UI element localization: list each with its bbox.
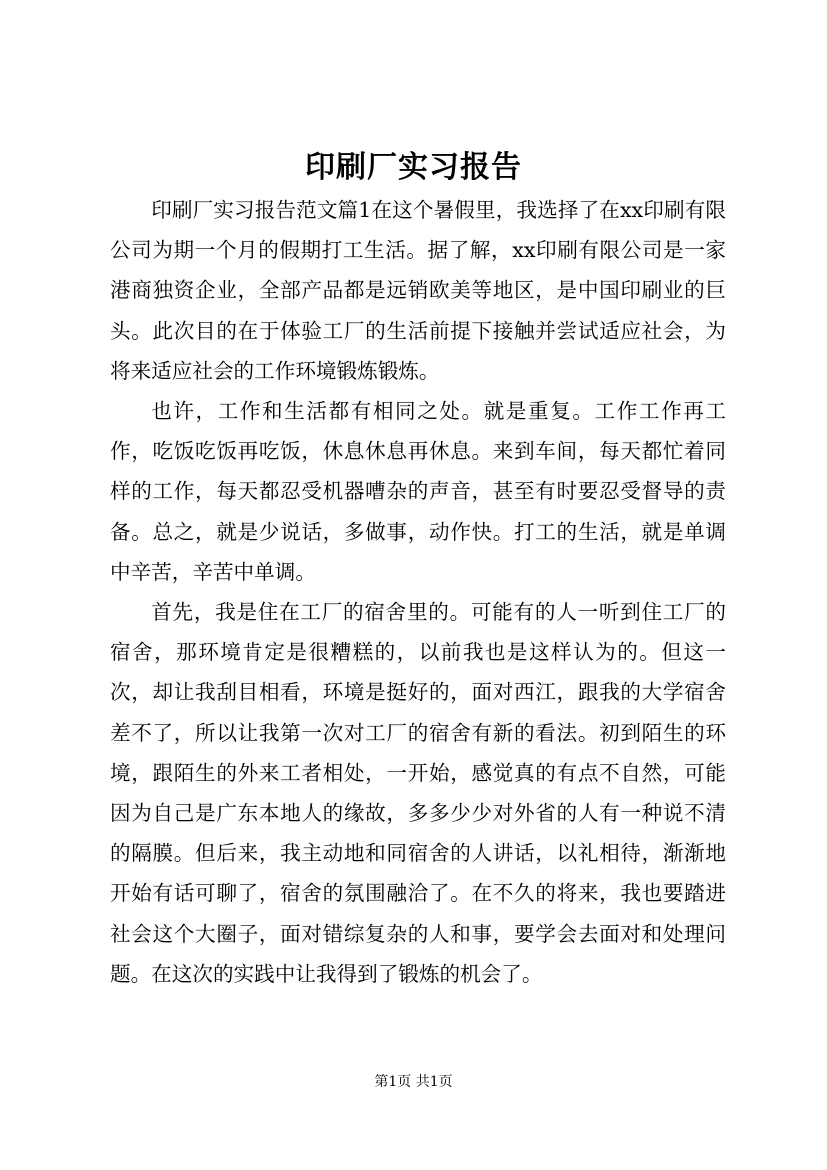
page-footer: 第1页 共1页 <box>374 1074 453 1090</box>
document-title: 印刷厂实习报告 <box>305 150 522 185</box>
paragraph-2: 也许，工作和生活都有相同之处。就是重复。工作工作再工作，吃饭吃饭再吃饭，休息休息再休息。来到车间，每天都忙着同样的工作，每天都忍受机器嘈杂的声音，甚至有时要忍受督导的责备。总之，就是少说话，多做事，动作快。打工的生活，就是单调中辛苦，辛苦中单调。 <box>110 399 726 584</box>
paragraph-1: 印刷厂实习报告范文篇1在这个暑假里，我选择了在xx印刷有限公司为期一个月的假期打工生活。据了解，xx印刷有限公司是一家港商独资企业，全部产品都是远销欧美等地区，是中国印刷业的巨头。此次目的在于体验工厂的生活前提下接触并尝试适应社会，为将来适应社会的工作环境锻炼锻炼。 <box>110 198 726 383</box>
document-body <box>110 190 726 994</box>
paragraph-3: 首先，我是住在工厂的宿舍里的。可能有的人一听到住工厂的宿舍，那环境肯定是很糟糕的，以前我也是这样认为的。但这一次，却让我刮目相看，环境是挺好的，面对西江，跟我的大学宿舍差不了，所以让我第一次对工厂的宿舍有新的看法。初到陌生的环境，跟陌生的外来工者相处，一开始，感觉真的有点不自然，可能因为自己是广东本地人的缘故，多多少少对外省的人有一种说不清的隔膜。但后来，我主动地和同宿舍的人讲话，以礼相待，渐渐地开始有话可聊了，宿舍的氛围融洽了。在不久的将来，我也要踏进社会这个大圈子，面对错综复杂的人和事，要学会去面对和处理问题。在这次的实践中让我得到了锻炼的机会了。 <box>110 600 726 986</box>
